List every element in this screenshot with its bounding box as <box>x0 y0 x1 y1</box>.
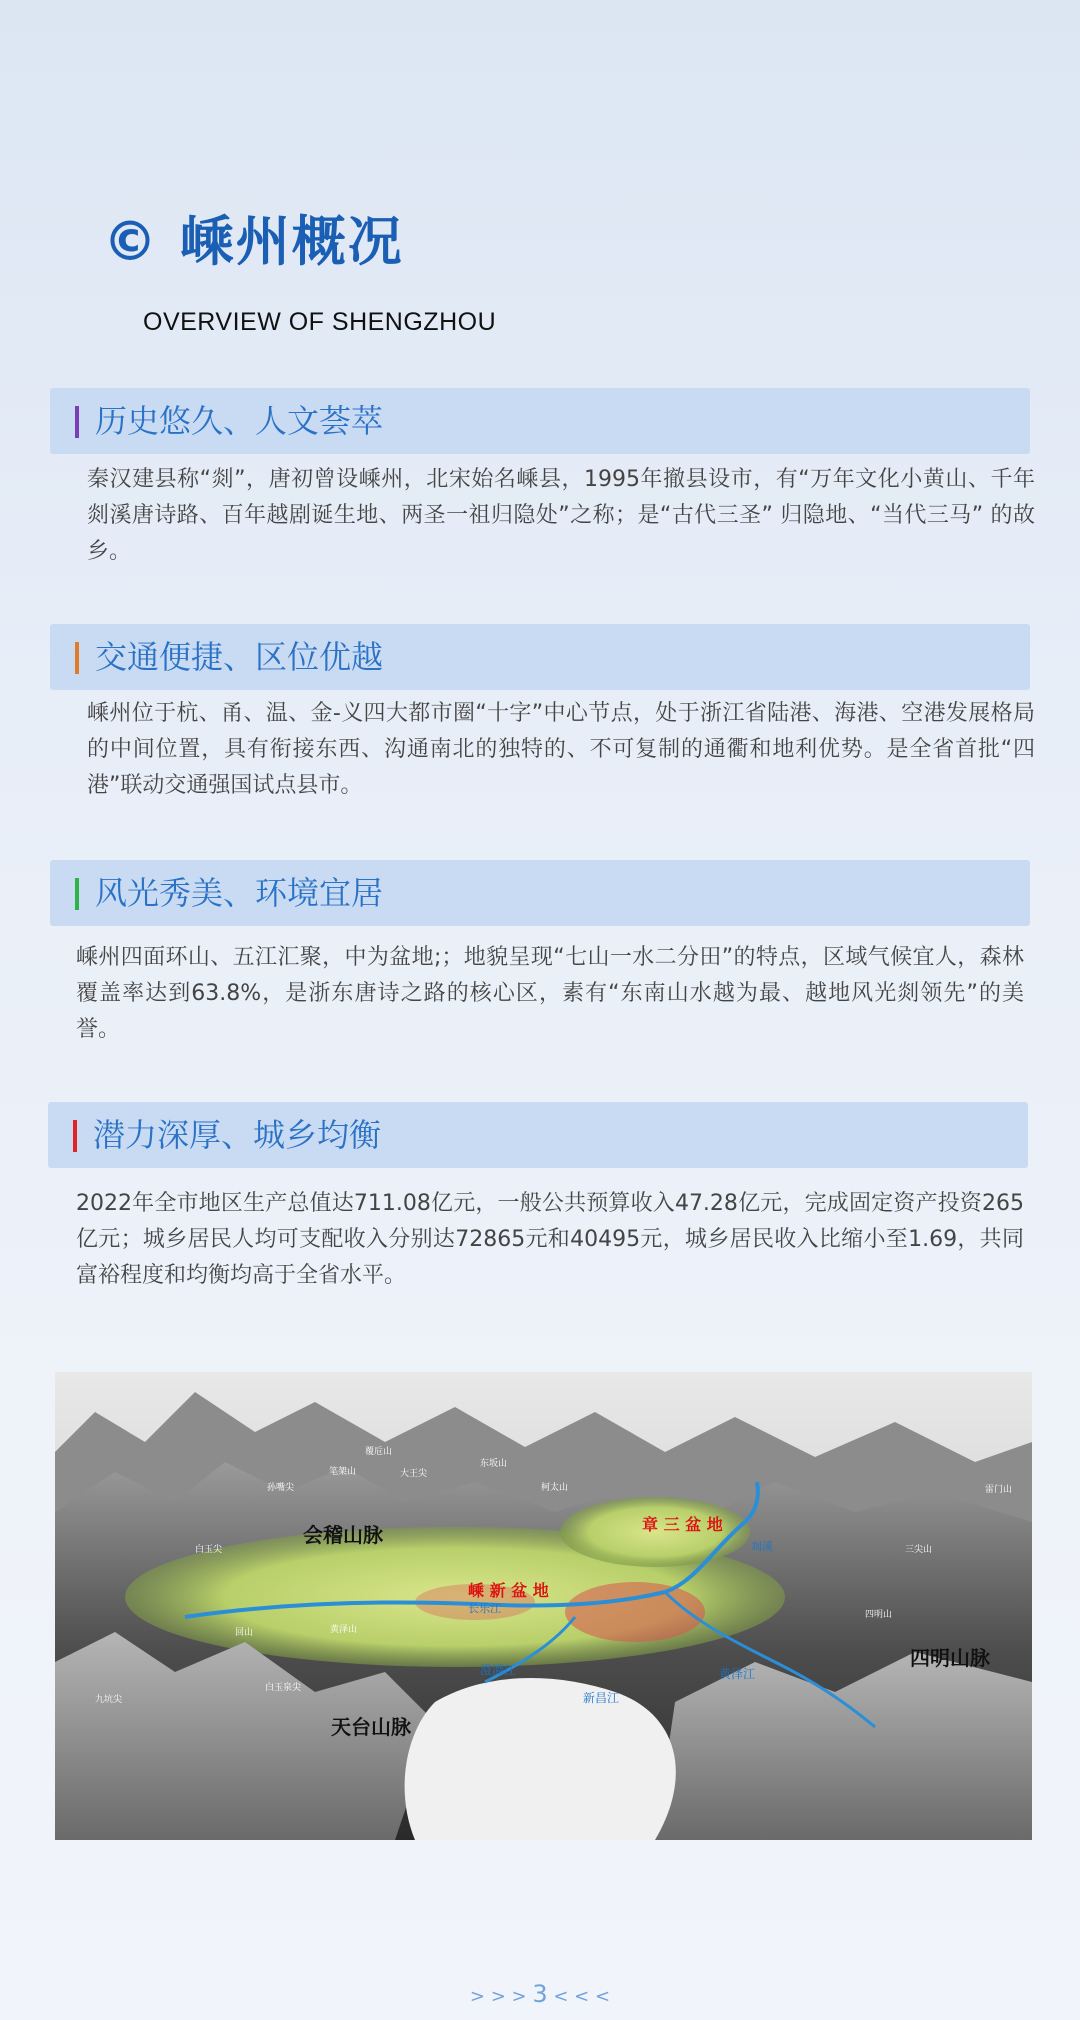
section-header-economy <box>48 1102 1028 1168</box>
mountain-label: 会稽山脉 <box>303 1523 383 1547</box>
section-title: 潜力深厚、城乡均衡 <box>93 1116 382 1154</box>
footer-right-arrows: < < < <box>553 1986 611 2007</box>
section-accent-bar <box>75 406 79 438</box>
page-title: © 嵊州概况 <box>103 210 404 273</box>
mountain-label: 四明山脉 <box>910 1646 990 1670</box>
peak-label: 东坂山 <box>480 1459 508 1469</box>
peak-label: 覆卮山 <box>365 1447 393 1457</box>
peak-label: 四明山 <box>865 1610 893 1620</box>
mountain-label: 天台山脉 <box>331 1715 411 1739</box>
peak-label: 黄泽山 <box>330 1625 358 1635</box>
page-number: 3 <box>532 1980 548 2008</box>
section-title: 交通便捷、区位优越 <box>95 638 384 676</box>
section-body-transport: 嵊州位于杭、甬、温、金-义四大都市圈“十字”中心节点，处于浙江省陆港、海港、空港发展格局的中间位置，具有衔接东西、沟通南北的独特的、不可复制的通衢和地利优势。是全省首批“四港”联动交通强国试点县市。 <box>87 701 1035 798</box>
river-label: 长乐江 <box>468 1602 501 1615</box>
basin-label: 嵊 新 盆 地 <box>468 1581 549 1600</box>
peak-label: 九坑尖 <box>95 1695 123 1705</box>
peak-label: 雷门山 <box>985 1485 1013 1495</box>
section-body-environment: 嵊州四面环山、五江汇聚，中为盆地;；地貌呈现“七山一水二分田”的特点，区域气候宜人，森林覆盖率达到63.8%，是浙东唐诗之路的核心区，素有“东南山水越为最、越地风光剡领先”的美誉。 <box>76 945 1024 1042</box>
peak-label: 柯太山 <box>541 1483 569 1493</box>
section-title: 风光秀美、环境宜居 <box>95 874 384 912</box>
section-accent-bar <box>75 878 79 910</box>
peak-label: 笔架山 <box>329 1467 357 1477</box>
footer-left-arrows: > > > <box>469 1986 527 2007</box>
peak-label: 回山 <box>235 1628 254 1638</box>
river-label: 黄泽江 <box>719 1667 756 1681</box>
peak-label: 孙嘴尖 <box>267 1483 295 1493</box>
basin-label: 章 三 盆 地 <box>642 1515 723 1534</box>
section-body-economy: 2022年全市地区生产总值达711.08亿元，一般公共预算收入47.28亿元，完成固定资产投资265亿元；城乡居民人均可支配收入分别达72865元和40495元，城乡居民收入比缩小至1.69，共同富裕程度和均衡均高于全省水平。 <box>76 1191 1024 1288</box>
river-label: 澄潭江 <box>480 1663 517 1677</box>
river-label: 剡溪 <box>751 1540 773 1553</box>
section-title: 历史悠久、人文荟萃 <box>95 402 384 440</box>
peak-label: 大王尖 <box>400 1469 428 1479</box>
section-header-transport <box>50 624 1030 690</box>
section-accent-bar <box>73 1120 77 1152</box>
river-label: 新昌江 <box>583 1691 620 1705</box>
peak-label: 三尖山 <box>905 1545 933 1555</box>
page-subtitle: OVERVIEW OF SHENGZHOU <box>143 308 497 336</box>
peak-label: 白玉尖 <box>195 1545 223 1555</box>
section-header-environment <box>50 860 1030 926</box>
section-body-history: 秦汉建县称“剡”，唐初曾设嵊州，北宋始名嵊县，1995年撤县设市，有“万年文化小黄山、千年剡溪唐诗路、百年越剧诞生地、两圣一祖归隐处”之称；是“古代三圣” 归隐地、“当代三马” 的故乡。 <box>87 467 1035 564</box>
section-header-history <box>50 388 1030 454</box>
terrain-map <box>55 1372 1032 1840</box>
page-footer <box>0 1980 1080 2008</box>
terrain-map-image <box>55 1372 1032 1840</box>
peak-label: 白玉泉尖 <box>265 1683 302 1693</box>
section-accent-bar <box>75 642 79 674</box>
